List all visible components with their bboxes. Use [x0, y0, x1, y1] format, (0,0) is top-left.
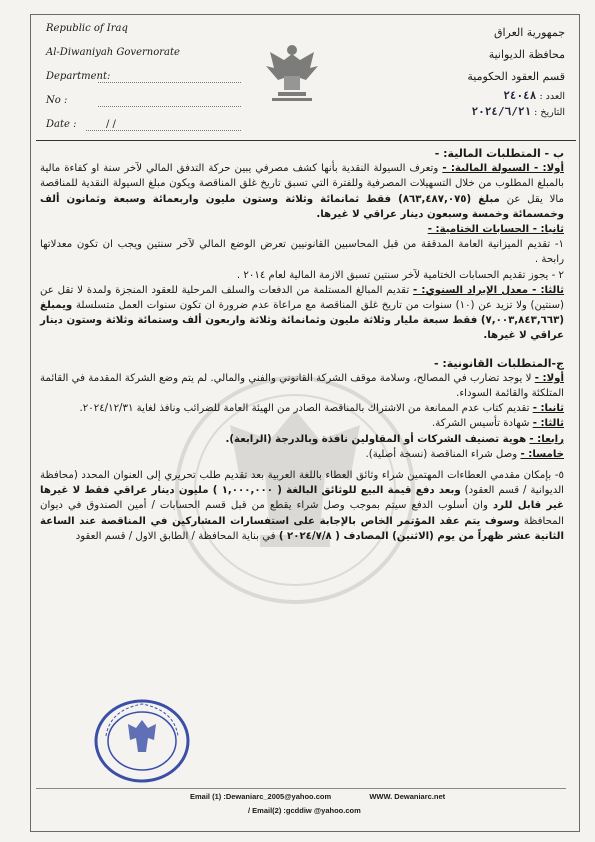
- section-c5-paragraph: [40, 447, 564, 462]
- section-b2-item-1: ١- تقديم الميزانية العامة المدققة من قبل المحاسبين القانونيين تعرض الوضع المالي لآخر سنتين ويجب ان تكون معدلاتها رابحة .: [40, 239, 564, 266]
- footer-row-1: [190, 790, 520, 804]
- header-date-label: Date :: [46, 119, 77, 130]
- section-c3-paragraph: [40, 416, 564, 431]
- section-c1-text: لا يوجد تضارب في المصالح، وسلامة موقف الشركة القانوني والفني والمالي. لم يتم وضع الشركة المقدمة في القائمة المتلكئة والقائمة السوداء.: [40, 372, 564, 400]
- section-b3-text: تقديم المبالغ المستلمة من الدفعات والسلف المرحلية للعقود المنجزة ولمدة لا تقل عن (سنتين) ولا تزيد عن (١٠) سنوات من تاريخ غلق المناقصة مع مراعاة عدم ضرورة ان تكون سنوات العمل متسلسلة: [40, 284, 564, 312]
- header-republic-en: Republic of Iraq: [46, 23, 128, 34]
- section-b1-paragraph: [40, 161, 564, 222]
- item-5-text-2: وان أسلوب الدفع سيتم بموجب وصل شراء يقطع من قبل قسم الحسابات / أمين الصندوق في ديوان المحافظة: [40, 500, 564, 527]
- header-date-label-ar: التاريخ :: [534, 107, 565, 118]
- section-c4-paragraph: [40, 432, 564, 447]
- section-c3-text: شهادة تأسيس الشركة.: [432, 418, 530, 430]
- header-no-en: No :: [46, 96, 246, 120]
- section-c4-label: رابعا: -: [529, 433, 564, 445]
- item-5-conference: وسوف يتم عقد المؤتمر الخاص بالإجابة على استفسارات المشاركين في المناقصة عند الساعة الثانية عشر ظهراً من يوم (الاثنين) المصادف ( ٢٠٢٤/٧/٨ ): [40, 515, 564, 542]
- header-date-ar: [390, 104, 565, 120]
- section-b2-label: ثانيا: - الحسابات الختامية: -: [427, 224, 564, 236]
- item-5-text-3: في بناية المحافظة / الطابق الاول / قسم العقود: [75, 530, 276, 542]
- section-c5-text: وصل شراء المناقصة (نسخة أصلية).: [365, 448, 518, 460]
- section-b1-label: أولا: - السيولة المالية: -: [442, 163, 564, 175]
- header-number-value: ٢٤٠٤٨: [503, 89, 537, 102]
- section-b3-amount: ويمبلغ (٧,٠٠٣,٨٤٣,٦٦٣) فقط سبعة مليار وثلاثة مليون وثمانمائة وثلاثة واربعون ألف وستمائة وثلاثة وستون دينار عراقي لا غيرها.: [40, 300, 564, 342]
- footer-website[interactable]: WWW. Dewaniarc.net: [369, 792, 446, 801]
- section-c2-label: ثانيا: -: [532, 403, 564, 415]
- header-english: [46, 24, 246, 144]
- footer-row-2: [190, 804, 520, 818]
- item-5-fee: وبعد دفع قيمة البيع للوثائق البالغة ( ١,٠٠٠,٠٠٠ ) مليون دينار عراقي فقط لا غيرها غير قابل للرد: [40, 485, 564, 512]
- header-republic-ar: جمهورية العراق: [493, 26, 565, 39]
- header-date-value-ar: ٢٠٢٤/٦/٢١: [471, 105, 532, 118]
- footer-email-2[interactable]: / Email(2) :gcddiw @yahoo.com: [248, 806, 361, 815]
- header-governorate-ar: محافظة الديوانية: [488, 48, 565, 61]
- section-c5-label: خامسا: -: [520, 448, 564, 460]
- footer-divider: [36, 788, 566, 789]
- section-c1-label: أولا: -: [534, 372, 564, 384]
- iraq-eagle-emblem-icon: [262, 38, 322, 108]
- header-number-ar: [390, 88, 565, 104]
- document-body: [40, 146, 564, 544]
- section-b-title: ب - المتطلبات المالية: -: [434, 147, 564, 160]
- header-governorate-en: Al-Diwaniyah Governorate: [46, 47, 180, 58]
- section-b3-label: ثالثا: - معدل الإيراد السنوي: -: [413, 284, 565, 296]
- section-c3-label: ثالثا: -: [532, 418, 564, 430]
- header-department-ar: قسم العقود الحكومية: [467, 70, 565, 83]
- header-number-label: العدد :: [539, 91, 565, 102]
- section-c2-text: تقديم كتاب عدم الممانعة من الاشتراك بالمناقصة الصادر من الهيئة العامة للضرائب ونافذ لغاية ٢٠٢٤/١٢/٣١.: [79, 403, 530, 415]
- item-5-paragraph: [40, 468, 564, 544]
- section-b1-text: وتعرف السيولة النقدية بأنها كشف مصرفي يبين حركة التدفق المالي لآخر سنة او كفاءة مالية بالمبلغ المطلوب من خلال التسهيلات المصرفية وللفترة التي تسبق تاريخ غلق المناقصة ويكون مبلغ السيولة النقدية للمناقصة مالا يقل عن: [40, 163, 564, 205]
- section-c2-paragraph: [40, 401, 564, 416]
- section-c-title: ج-المتطلبات القانونية: -: [433, 356, 564, 370]
- footer: [190, 790, 520, 818]
- header-date-slashes: / /: [106, 119, 116, 130]
- governorate-seal-icon: [92, 696, 192, 786]
- item-5-text-1: ٥- بإمكان مقدمي العطاءات المهتمين شراء وثائق العطاء باللغة العربية بعد تقديم طلب تحريري إلى العنوان المحدد (محافظة الديوانية / قسم العقود): [40, 470, 564, 497]
- header-arabic: [390, 22, 565, 120]
- footer-email-1[interactable]: Email (1) :Dewaniarc_2005@yahoo.com: [190, 792, 332, 801]
- section-c1-paragraph: [40, 371, 564, 401]
- header-divider: [36, 140, 576, 141]
- section-b3-paragraph: [40, 283, 564, 344]
- section-c4-text: هوية تصنيف الشركات أو المقاولين نافذة وبالدرجة (الرابعة).: [225, 433, 527, 445]
- section-b2-item-2: ٢ - يجوز تقديم الحسابات الختامية لآخر سنتين تسبق الازمة المالية لعام ٢٠١٤ .: [236, 269, 564, 281]
- section-b2-heading: [40, 222, 564, 237]
- section-b1-amount: مبلغ (٨٦٣,٤٨٧,٠٧٥) فقط ثمانمائة وثلاثة وستون مليون واربعمائة وسبعة وثمانون ألف وخمسمائة وخمسة وسبعون دينار عراقي لا غيرها.: [40, 193, 564, 220]
- header-department-en: Department:: [46, 72, 246, 96]
